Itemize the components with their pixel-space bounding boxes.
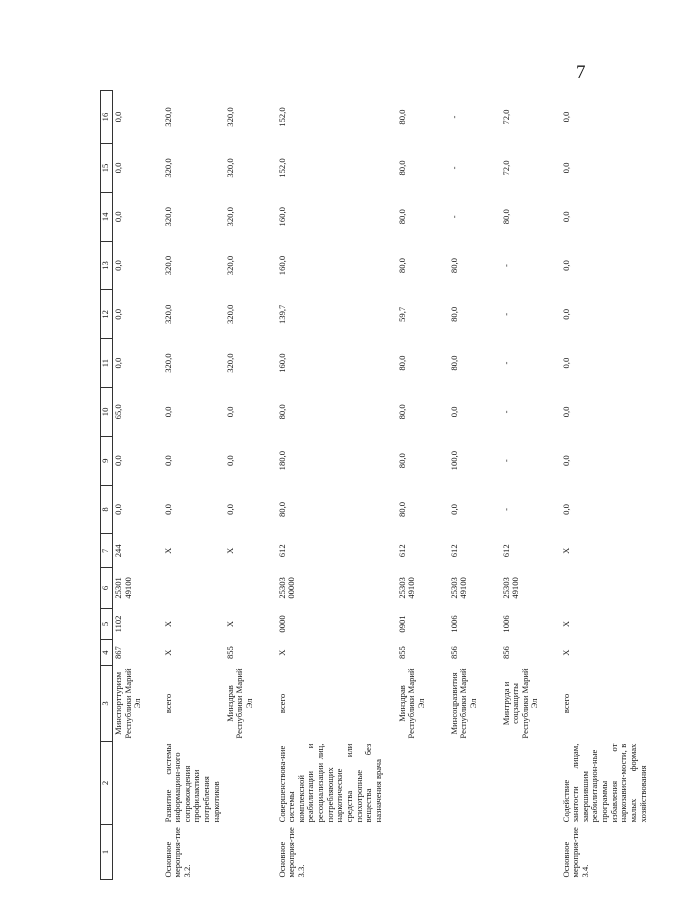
table-cell: X (276, 649, 287, 656)
table-cell: Совершенствова-ние системы комплексной реабилитации и ресоциализации лиц, потребляющих наркотические средства или психотропные вещества без назначения врача (276, 743, 383, 823)
table-cell (397, 742, 449, 825)
table-cell: X (560, 547, 571, 554)
table-cell: 612 (500, 544, 511, 558)
table-cell: - (448, 115, 459, 119)
table-cell: 25303 49100 (448, 577, 469, 599)
column-header: 14 (101, 192, 113, 241)
table-cell: 0,0 (162, 504, 173, 515)
table-cell: 139,7 (276, 304, 287, 324)
table-cell: - (448, 215, 459, 219)
table-cell: 320,0 (162, 107, 173, 127)
table-cell: 0,0 (224, 455, 235, 467)
table-cell (113, 824, 163, 879)
table-cell: Развитие системы информацион-ного сопровождения профилактики потребления наркотиков (162, 743, 221, 823)
table-cell: 160,0 (276, 255, 287, 276)
table-cell: всего (162, 693, 173, 714)
table-cell: 80,0 (276, 404, 287, 420)
table-cell: 0,0 (448, 406, 459, 418)
table-cell: Основное мероприя-тие 3.2. (162, 827, 192, 878)
table-row (277, 91, 397, 880)
table-cell: 0000 (276, 615, 287, 633)
table-cell: Содействие занятости лицам, завершившим реабилитацион-ные программы избавления от наркозависи-мости, в малых формах хозяйствования (560, 743, 648, 823)
table-cell: 80,0 (276, 501, 287, 517)
column-header: 9 (101, 436, 113, 485)
table-cell: 0,0 (224, 504, 235, 515)
table-cell: 1006 (448, 615, 459, 633)
rotated-table-container (100, 90, 648, 880)
table-cell (501, 742, 561, 825)
table-cell: 80,0 (396, 209, 407, 225)
table-cell: 72,0 (500, 109, 511, 125)
table-cell: 0,0 (560, 162, 571, 174)
table-cell: 0,0 (560, 406, 571, 418)
table-cell: всего (276, 693, 287, 714)
table-cell: 1102 (113, 615, 123, 633)
table-cell: 0,0 (113, 308, 123, 320)
column-header: 16 (101, 91, 113, 144)
table-cell: 0,0 (560, 211, 571, 223)
column-header: 6 (101, 568, 113, 608)
table-cell: Минсоцразвития Республики Марий Эл (448, 668, 478, 739)
table-cell: 72,0 (500, 160, 511, 176)
table-body (113, 91, 681, 880)
table-cell: 65,0 (113, 404, 123, 420)
table-cell: 320,0 (224, 207, 235, 227)
table-row (501, 91, 561, 880)
table-cell: X (162, 620, 173, 628)
table-cell: 320,0 (224, 158, 235, 178)
table-cell: 856 (448, 646, 459, 660)
table-cell: Минздрав Республики Марий Эл (396, 668, 426, 739)
table-row (113, 91, 163, 880)
table-cell (449, 742, 501, 825)
table-cell (501, 824, 561, 879)
table-cell: 80,0 (396, 109, 407, 125)
table-cell: 160,0 (276, 353, 287, 373)
column-header: 13 (101, 241, 113, 290)
table-cell: - (500, 410, 511, 414)
table-cell: - (500, 264, 511, 267)
table-cell: X (560, 620, 571, 628)
table-cell: Основное мероприя-тие 3.3. (276, 827, 306, 878)
table-cell: 80,0 (396, 453, 407, 469)
table-cell: 855 (396, 646, 407, 660)
table-cell: 25303 00000 (276, 577, 297, 599)
table-cell (113, 742, 163, 825)
table-row (561, 91, 681, 880)
table-cell: 320,0 (162, 304, 173, 324)
table-cell: - (500, 508, 511, 511)
table-cell (225, 568, 277, 608)
table-cell (561, 568, 681, 608)
page-number: 7 (576, 62, 586, 83)
table-cell: 612 (448, 544, 459, 558)
table-cell: Минспорттуризм Республики Марий Эл (113, 668, 143, 739)
table-cell: X (162, 547, 173, 554)
table-cell: 152,0 (276, 158, 287, 178)
table-cell: 0901 (396, 615, 407, 633)
table-cell: 856 (500, 646, 511, 660)
table-cell: 0,0 (560, 455, 571, 467)
table-cell: 25303 49100 (500, 577, 521, 599)
table-cell: 320,0 (162, 255, 173, 276)
column-header: 8 (101, 485, 113, 534)
table-cell: 0,0 (162, 455, 173, 467)
table-cell: 320,0 (162, 158, 173, 178)
table-cell: 80,0 (500, 209, 511, 225)
table-cell: 80,0 (396, 404, 407, 420)
column-header: 15 (101, 144, 113, 193)
column-header: 1 (101, 824, 113, 879)
table-cell: 320,0 (162, 207, 173, 227)
column-header: 4 (101, 640, 113, 665)
table-row (397, 91, 449, 880)
table-cell: 612 (276, 544, 287, 558)
table-cell: X (162, 649, 173, 656)
table-cell: 25303 49100 (396, 577, 417, 599)
table-cell: 160,0 (276, 207, 287, 227)
table-cell: - (500, 361, 511, 365)
table-cell: 855 (224, 646, 235, 660)
table-cell: Минздрав Республики Марий Эл (224, 668, 254, 739)
table-cell: 0,0 (560, 357, 571, 369)
table-row (163, 91, 225, 880)
table-cell: всего (560, 693, 571, 714)
table-cell: 80,0 (448, 355, 459, 371)
table-cell: 0,0 (113, 504, 123, 515)
table-cell: 180,0 (276, 451, 287, 471)
table-cell: 0,0 (224, 406, 235, 418)
table-cell: 0,0 (560, 111, 571, 123)
table-cell (225, 824, 277, 879)
table-cell: 0,0 (113, 260, 123, 271)
table-cell: 80,0 (396, 160, 407, 176)
table-cell: 80,0 (448, 258, 459, 274)
table-cell: 320,0 (224, 353, 235, 373)
table-cell: 612 (396, 544, 407, 558)
table-cell: 0,0 (560, 504, 571, 515)
table-cell (225, 742, 277, 825)
table-cell: 152,0 (276, 107, 287, 127)
table-row (449, 91, 501, 880)
column-header: 10 (101, 388, 113, 437)
table-cell: 0,0 (113, 211, 123, 223)
table-cell: 320,0 (162, 353, 173, 373)
table-cell: 320,0 (224, 304, 235, 324)
budget-table (100, 90, 681, 880)
table-cell: X (560, 649, 571, 656)
table-cell: - (500, 459, 511, 463)
table-cell: 244 (113, 544, 123, 558)
table-cell: 80,0 (448, 306, 459, 322)
column-header: 3 (101, 665, 113, 741)
table-cell: - (448, 166, 459, 170)
table-cell (449, 824, 501, 879)
table-cell: 59,7 (396, 306, 407, 322)
table-cell: 80,0 (396, 355, 407, 371)
table-cell: 0,0 (113, 357, 123, 369)
table-row (225, 91, 277, 880)
table-cell: 0,0 (113, 111, 123, 123)
column-header: 11 (101, 339, 113, 388)
table-cell (163, 568, 225, 608)
table-cell: 0,0 (113, 455, 123, 467)
table-cell: Минтруда и соцзащиты Республики Марий Эл (500, 668, 540, 739)
table-cell: 0,0 (113, 162, 123, 174)
table-cell: X (224, 620, 235, 628)
table-cell: 80,0 (396, 258, 407, 274)
column-header: 2 (101, 742, 113, 825)
table-cell: 100,0 (448, 451, 459, 471)
table-cell: 25301 49100 (113, 577, 133, 599)
table-cell: 0,0 (448, 504, 459, 515)
table-cell: 320,0 (224, 255, 235, 276)
table-cell: 1006 (500, 615, 511, 633)
table-cell: 0,0 (560, 260, 571, 271)
header-row (101, 91, 113, 880)
table-cell: X (224, 547, 235, 554)
table-cell: 0,0 (162, 406, 173, 418)
column-header: 5 (101, 608, 113, 640)
table-cell: 867 (113, 646, 123, 660)
column-header: 12 (101, 290, 113, 339)
table-cell: - (500, 312, 511, 316)
table-cell: 320,0 (224, 107, 235, 127)
table-cell (397, 824, 449, 879)
table-cell: 0,0 (560, 308, 571, 320)
table-cell: Основное мероприя-тие 3.4. (560, 827, 590, 878)
table-cell: 80,0 (396, 501, 407, 517)
column-header: 7 (101, 534, 113, 568)
